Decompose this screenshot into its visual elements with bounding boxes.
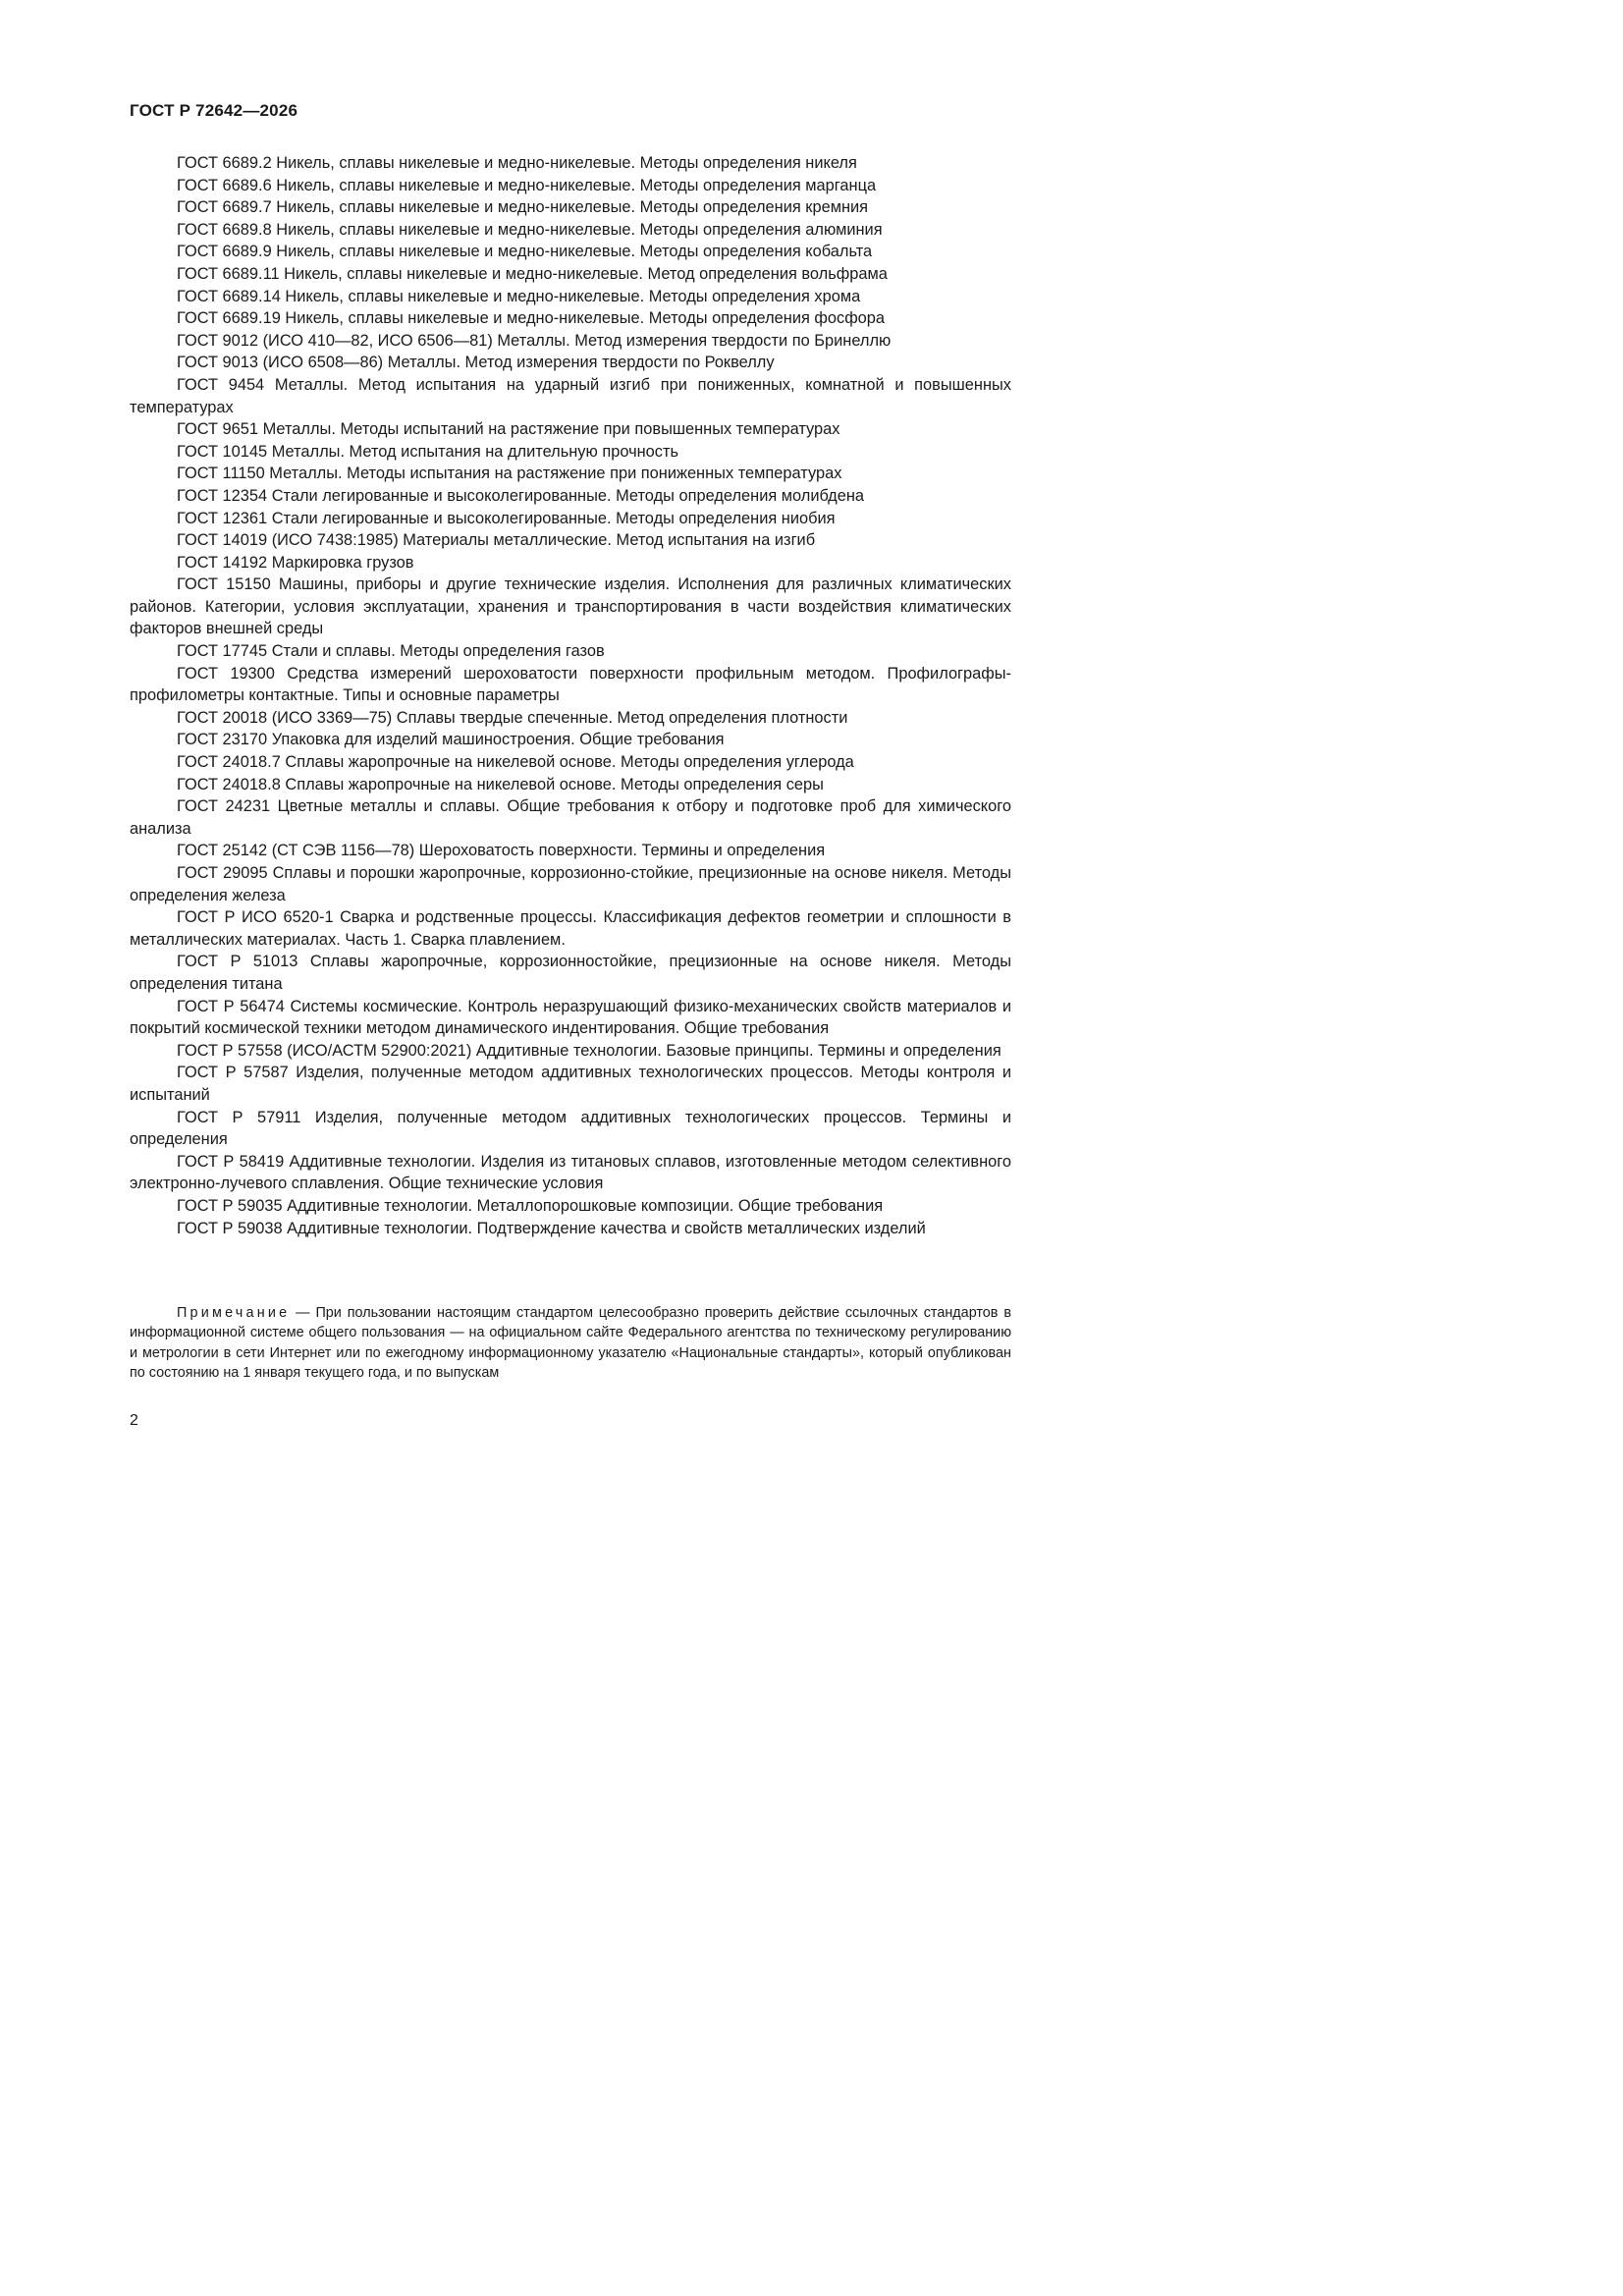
reference-item: ГОСТ 23170 Упаковка для изделий машиностроения. Общие требования [177, 731, 725, 749]
reference-item: ГОСТ Р 59035 Аддитивные технологии. Металлопорошковые композиции. Общие требования [177, 1196, 884, 1215]
reference-item: ГОСТ 25142 (СТ СЭВ 1156—78) Шероховатость поверхности. Термины и определения [177, 842, 826, 860]
note-text: — При пользовании настоящим стандартом целесообразно проверить действие ссылочных стандартов в информационной системе общего пользования — на официальном сайте Федерального агентства по техническому регулированию и метрологии в сети Интернет или по ежегодному информационному указателю «Национальные стандарты», который опубликован по состоянию на 1 января текущего года, и по выпускам [130, 1305, 1011, 1382]
reference-item: ГОСТ 14192 Маркировка грузов [177, 553, 414, 572]
reference-item: ГОСТ 9454 Металлы. Метод испытания на ударный изгиб при пониженных, комнатной и повышенных температурах [130, 375, 1011, 416]
normative-references-list [130, 152, 1011, 1239]
reference-item: ГОСТ 12361 Стали легированные и высоколегированные. Методы определения ниобия [177, 509, 836, 527]
document-header: ГОСТ Р 72642—2026 [130, 101, 298, 120]
reference-item: ГОСТ Р 57587 Изделия, полученные методом аддитивных технологических процессов. Методы контроля и испытаний [130, 1064, 1011, 1104]
page-number: 2 [130, 1412, 138, 1429]
reference-item: ГОСТ 9012 (ИСО 410—82, ИСО 6506—81) Металлы. Метод измерения твердости по Бринеллю [177, 331, 892, 350]
document-page [0, 0, 1083, 1532]
reference-item: ГОСТ 9651 Металлы. Методы испытаний на растяжение при повышенных температурах [177, 420, 840, 439]
note-label: Примечание [177, 1305, 291, 1321]
reference-item: ГОСТ 6689.7 Никель, сплавы никелевые и медно-никелевые. Методы определения кремния [177, 198, 869, 217]
reference-item: ГОСТ Р 58419 Аддитивные технологии. Изделия из титановых сплавов, изготовленные методом селективного электронно-лучевого сплавления. Общие технические условия [130, 1152, 1011, 1193]
reference-item: ГОСТ 24231 Цветные металлы и сплавы. Общие требования к отбору и подготовке проб для химического анализа [130, 797, 1011, 838]
reference-item: ГОСТ 11150 Металлы. Методы испытания на растяжение при пониженных температурах [177, 465, 842, 483]
reference-item: ГОСТ Р 56474 Системы космические. Контроль неразрушающий физико-механических свойств материалов и покрытий космической техники методом динамического индентирования. Общие требования [130, 997, 1011, 1038]
reference-item: ГОСТ 6689.6 Никель, сплавы никелевые и медно-никелевые. Методы определения марганца [177, 176, 877, 194]
reference-item: ГОСТ 9013 (ИСО 6508—86) Металлы. Метод измерения твердости по Роквеллу [177, 354, 775, 372]
reference-item: ГОСТ 29095 Сплавы и порошки жаропрочные, коррозионно-стойкие, прецизионные на основе никеля. Методы определения железа [130, 864, 1011, 904]
reference-item: ГОСТ 19300 Средства измерений шероховатости поверхности профильным методом. Профилографы-профилометры контактные. Типы и основные параметры [130, 664, 1011, 705]
reference-item: ГОСТ Р 57558 (ИСО/АСТМ 52900:2021) Аддитивные технологии. Базовые принципы. Термины и определения [177, 1041, 1001, 1060]
reference-item: ГОСТ 12354 Стали легированные и высоколегированные. Методы определения молибдена [177, 486, 865, 505]
reference-item: ГОСТ 6689.2 Никель, сплавы никелевые и медно-никелевые. Методы определения никеля [177, 154, 857, 172]
reference-item: ГОСТ 24018.8 Сплавы жаропрочные на никелевой основе. Методы определения серы [177, 775, 824, 793]
reference-item: ГОСТ 6689.8 Никель, сплавы никелевые и медно-никелевые. Методы определения алюминия [177, 220, 883, 239]
note-paragraph [130, 1303, 1011, 1384]
reference-item: ГОСТ 6689.19 Никель, сплавы никелевые и медно-никелевые. Методы определения фосфора [177, 309, 886, 328]
reference-item: ГОСТ 6689.9 Никель, сплавы никелевые и медно-никелевые. Методы определения кобальта [177, 243, 873, 261]
reference-item: ГОСТ Р 51013 Сплавы жаропрочные, коррозионностойкие, прецизионные на основе никеля. Методы определения титана [130, 953, 1011, 993]
reference-item: ГОСТ Р 57911 Изделия, полученные методом аддитивных технологических процессов. Термины и определения [130, 1108, 1011, 1149]
reference-item: ГОСТ 20018 (ИСО 3369—75) Сплавы твердые спеченные. Метод определения плотности [177, 708, 848, 727]
reference-item: ГОСТ 24018.7 Сплавы жаропрочные на никелевой основе. Методы определения углерода [177, 753, 854, 772]
reference-item: ГОСТ 6689.11 Никель, сплавы никелевые и медно-никелевые. Метод определения вольфрама [177, 264, 888, 283]
reference-item: ГОСТ 10145 Металлы. Метод испытания на длительную прочность [177, 442, 679, 461]
reference-item: ГОСТ 6689.14 Никель, сплавы никелевые и медно-никелевые. Методы определения хрома [177, 287, 861, 305]
reference-item: ГОСТ Р ИСО 6520-1 Сварка и родственные процессы. Классификация дефектов геометрии и сплошности в металлических материалах. Часть 1. Сварка плавлением. [130, 908, 1011, 949]
reference-item: ГОСТ 15150 Машины, приборы и другие технические изделия. Исполнения для различных климатических районов. Категории, условия эксплуатации, хранения и транспортирования в части воздействия климатических факторов внешней среды [130, 575, 1011, 638]
reference-item: ГОСТ Р 59038 Аддитивные технологии. Подтверждение качества и свойств металлических изделий [177, 1219, 926, 1237]
reference-item: ГОСТ 14019 (ИСО 7438:1985) Материалы металлические. Метод испытания на изгиб [177, 531, 816, 550]
reference-item: ГОСТ 17745 Стали и сплавы. Методы определения газов [177, 642, 605, 661]
